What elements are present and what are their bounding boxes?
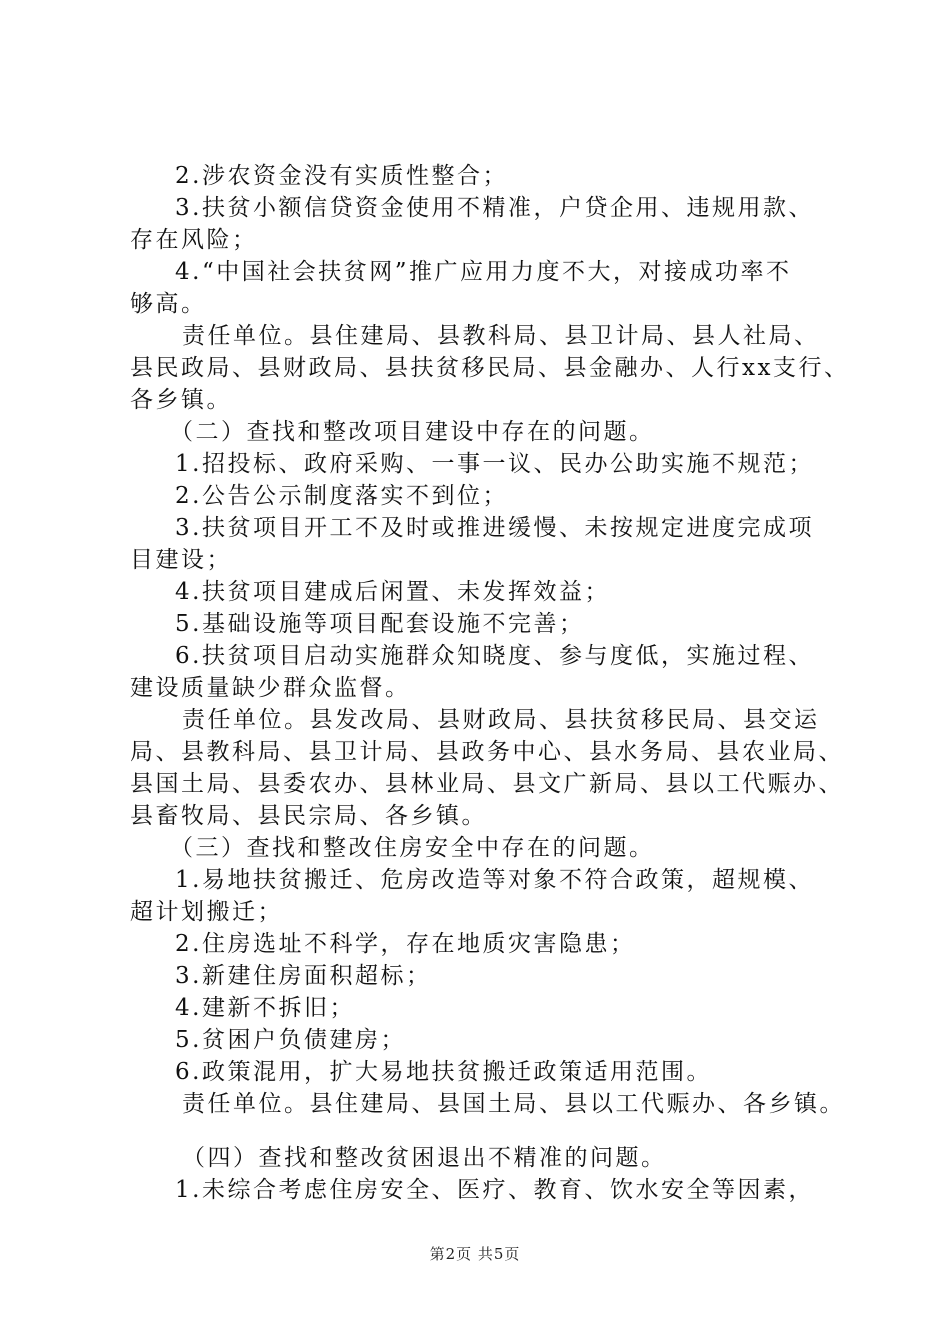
- body-line: 2.公告公示制度落实不到位；: [175, 483, 508, 509]
- body-line: 目建设；: [130, 547, 232, 573]
- body-line: 2.涉农资金没有实质性整合；: [175, 163, 508, 189]
- body-line: 4.“中国社会扶贫网”推广应用力度不大，对接成功率不: [175, 259, 792, 285]
- body-line: 4.建新不拆旧；: [175, 995, 355, 1021]
- document-body: [130, 160, 850, 1206]
- body-line: 各乡镇。: [130, 387, 232, 413]
- body-line: 3.扶贫小额信贷资金使用不精准，户贷企用、违规用款、: [175, 195, 814, 221]
- paragraph-gap: [130, 1120, 830, 1142]
- body-line: 5.基础设施等项目配套设施不完善；: [175, 611, 585, 637]
- body-line: 县民政局、县财政局、县扶贫移民局、县金融办、人行xx支行、: [130, 355, 850, 381]
- body-line: 3.扶贫项目开工不及时或推进缓慢、未按规定进度完成项: [175, 515, 814, 541]
- body-line: 责任单位。县住建局、县国土局、县以工代赈办、各乡镇。: [182, 1091, 845, 1117]
- body-line: 局、县教科局、县卫计局、县政务中心、县水务局、县农业局、: [130, 739, 844, 765]
- body-line: 1.易地扶贫搬迁、危房改造等对象不符合政策，超规模、: [175, 867, 814, 893]
- body-line: 6.扶贫项目启动实施群众知晓度、参与度低，实施过程、: [175, 643, 814, 669]
- body-line: 县畜牧局、县民宗局、各乡镇。: [130, 803, 487, 829]
- body-line: 存在风险；: [130, 227, 258, 253]
- body-line: 县国土局、县委农办、县林业局、县文广新局、县以工代赈办、: [130, 771, 844, 797]
- body-line: 责任单位。县住建局、县教科局、县卫计局、县人社局、: [182, 323, 820, 349]
- section-heading: （四）查找和整改贫困退出不精准的问题。: [182, 1145, 667, 1171]
- body-line: 1.招投标、政府采购、一事一议、民办公助实施不规范；: [175, 451, 814, 477]
- body-line: 责任单位。县发改局、县财政局、县扶贫移民局、县交运: [182, 707, 820, 733]
- body-line: 3.新建住房面积超标；: [175, 963, 432, 989]
- body-line: 6.政策混用，扩大易地扶贫搬迁政策适用范围。: [175, 1059, 712, 1085]
- section-heading: （三）查找和整改住房安全中存在的问题。: [170, 835, 655, 861]
- body-line: 5.贫困户负债建房；: [175, 1027, 406, 1053]
- section-heading: （二）查找和整改项目建设中存在的问题。: [170, 419, 655, 445]
- body-line: 4.扶贫项目建成后闲置、未发挥效益；: [175, 579, 610, 605]
- body-line: 超计划搬迁；: [130, 899, 283, 925]
- body-line: 2.住房选址不科学，存在地质灾害隐患；: [175, 931, 636, 957]
- page-number-footer: 第2页 共5页: [429, 1245, 521, 1263]
- body-line: 建设质量缺少群众监督。: [130, 675, 411, 701]
- body-line: 1.未综合考虑住房安全、医疗、教育、饮水安全等因素，: [175, 1177, 814, 1203]
- body-line: 够高。: [130, 291, 207, 317]
